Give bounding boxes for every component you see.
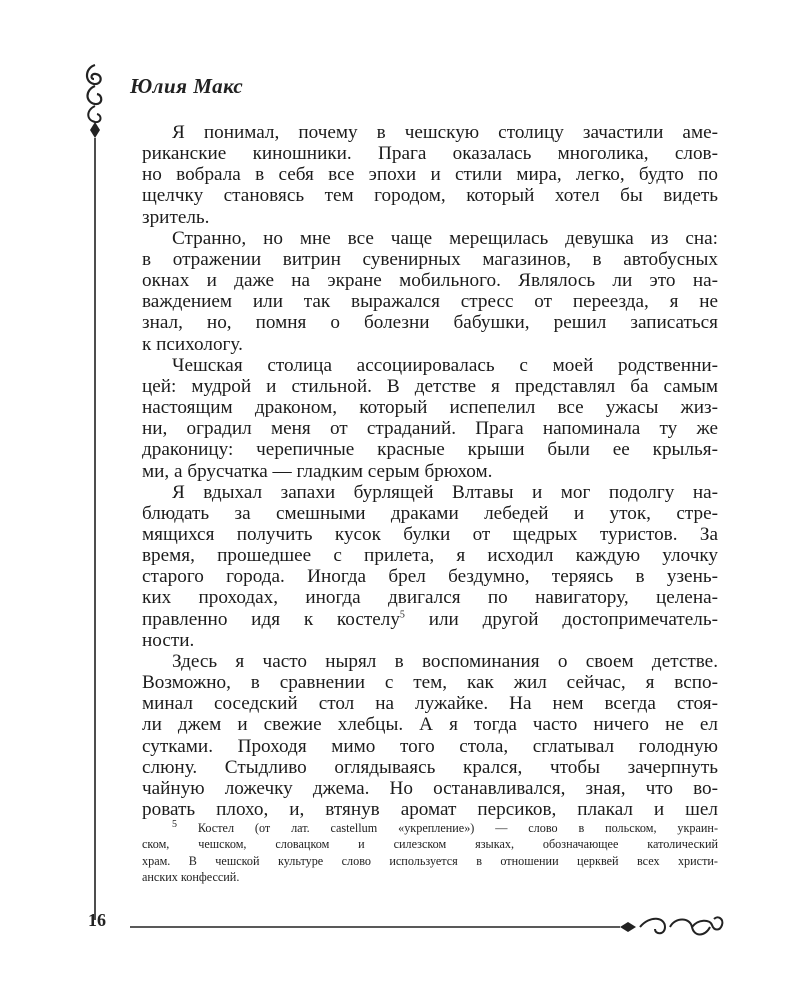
left-ornamental-border (80, 60, 110, 940)
footnote-marker: 5 (172, 818, 177, 830)
text-segment: или другой достопримечатель- (428, 608, 718, 630)
text-line: сутками. Проходя мимо того стола, сглатывал голодную (142, 735, 718, 757)
footnote-line (142, 820, 718, 836)
text-line: время, прошедшее с прилета, я исходил каждую улочку (142, 545, 718, 567)
text-line: старого города. Иногда брел бездумно, теряясь в узень- (142, 566, 718, 588)
text-line: но вобрала в себя все эпохи и стили мира, легко, будто по (142, 164, 718, 186)
text-line: важдением или так выражался стресс от переезда, я не (142, 291, 718, 313)
text-line: щелчку становясь тем городом, который хотел бы видеть (142, 185, 718, 207)
text-line: Возможно, в сравнении с тем, как жил сейчас, я вспо- (142, 672, 718, 694)
text-line: ровать плохо, и, втянув аромат персиков, плакал и шел (142, 799, 718, 820)
footnote-text: Костел (от лат. castellum «укрепление») — слово в польском, украин- (197, 821, 719, 835)
text-line: мящихся получить кусок булки от щедрых туристов. За (142, 523, 718, 545)
text-line: зритель. (142, 206, 210, 228)
text-line: риканские киношники. Прага оказалась многолика, слов- (142, 143, 718, 165)
running-header-author: Юлия Макс (130, 74, 244, 98)
text-line: Я понимал, почему в чешскую столицу зачастили аме- (172, 122, 718, 143)
text-line: ности. (142, 629, 195, 651)
text-line: ни, оградил меня от страданий. Прага напоминала ту же (142, 418, 718, 440)
footnote-reference: 5 (399, 609, 405, 621)
text-line: чайную ложечку джема. Но останавливался, зная, что во- (142, 777, 718, 799)
text-line: блюдать за смешными драками лебедей и уток, стре- (142, 502, 718, 524)
text-line: ких проходах, иногда двигался по навигатору, целена- (142, 587, 718, 609)
text-line: Странно, но мне все чаще мерещилась девушка из сна: (172, 227, 718, 249)
text-line: ли джем и свежие хлебцы. А я тогда часто ничего не ел (142, 714, 718, 736)
footnote-line: анских конфессий. (142, 869, 240, 884)
text-line: Здесь я часто нырял в воспоминания о своем детстве. (172, 650, 718, 672)
text-line: цей: мудрой и стильной. В детстве я представлял ба самым (142, 375, 718, 397)
text-line: окнах и даже на экране мобильного. Являлось ли это на- (142, 270, 718, 292)
text-line: драконицу: черепичные красные крыши были ее крылья- (142, 439, 718, 461)
text-line: Чешская столица ассоциировалась с моей родственни- (172, 354, 718, 376)
text-line: Я вдыхал запахи бурлящей Влтавы и мог подолгу на- (172, 481, 718, 503)
text-line: в отражении витрин сувенирных магазинов, в автобусных (142, 248, 718, 270)
text-line: ми, а брусчатка — гладким серым брюхом. (142, 460, 493, 482)
footnote-line: ском, чешском, словацком и силезском языках, обозначающее католический (142, 837, 718, 852)
text-segment: правленно идя к костелу (142, 608, 400, 630)
bottom-ornamental-rule (120, 905, 730, 945)
text-line: к психологу. (142, 333, 243, 355)
text-line (142, 609, 718, 630)
footnote-line: храм. В чешской культуре слово используется в отношении церквей всех христи- (142, 853, 718, 868)
body-text (142, 122, 718, 820)
page-number: 16 (88, 910, 106, 930)
footnotes (142, 820, 718, 885)
text-line: настоящим драконом, который испепелил все ужасы жиз- (142, 397, 718, 419)
text-line: слюну. Стыдливо оглядываясь крался, чтобы зачерпнуть (142, 756, 718, 778)
text-line: минал соседский стол на лужайке. На нем всегда стоя- (142, 693, 718, 715)
text-line: знал, но, помня о болезни бабушки, решил записаться (142, 312, 718, 334)
